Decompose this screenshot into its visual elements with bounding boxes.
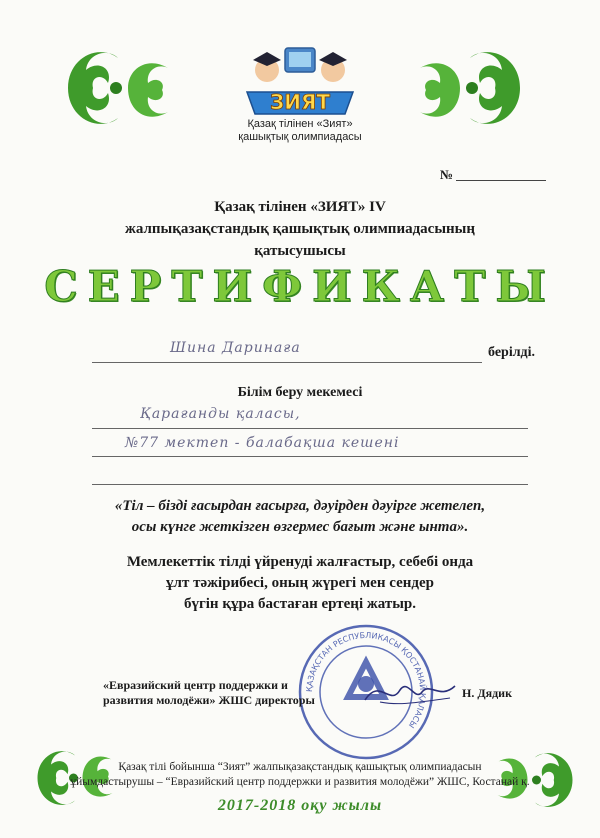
institution-label: Білім беру мекемесі: [237, 385, 363, 400]
number-line: [456, 170, 546, 181]
certificate-title: СЕРТИФИКАТЫ: [44, 262, 556, 311]
institution-line-1: [92, 428, 528, 429]
logo-word: ЗИЯТ: [270, 90, 330, 114]
quote: [0, 496, 600, 538]
director-signature: [360, 672, 460, 712]
top-left-ornament: [58, 38, 178, 138]
certificate-number: [440, 167, 546, 183]
institution-line-3: [92, 484, 528, 485]
number-label: №: [440, 167, 454, 182]
motto-paragraph: [0, 552, 600, 615]
stamp-text: ҚАЗАҚСТАН РЕСПУБЛИКАСЫ ҚОСТАНАЙ ҚАЛАСЫ: [304, 630, 428, 730]
logo-caption-line2: қашықтық олимпиадасы: [238, 131, 362, 143]
institution-line1: Қарағанды қаласы,: [140, 406, 301, 422]
quote-line2: осы күнге жеткізген өзгермес бағыт және ынта».: [131, 519, 469, 535]
intro-line2: жалпықазақстандық қашықтық олимпиадасының: [124, 221, 476, 237]
para-line2: ұлт тәжірибесі, оның жүрегі мен сендер: [166, 575, 434, 591]
academic-year: 2017-2018 оқу жылы: [217, 797, 383, 814]
intro-line1: Қазақ тілінен «ЗИЯТ» IV: [214, 199, 386, 215]
footer: [0, 760, 600, 790]
para-line3: бүгін құра бастаған ертеңі жатыр.: [183, 596, 417, 612]
org-line1: «Евразийский центр поддержки и: [103, 678, 288, 692]
director-name: Н. Дядик: [462, 686, 512, 700]
logo-caption: [230, 118, 370, 144]
recipient-line: [92, 362, 482, 363]
organization: [103, 678, 315, 708]
institution-line2: №77 мектеп - балабақша кешені: [125, 435, 400, 451]
para-line1: Мемлекеттік тілді үйренуді жалғастыр, себебі онда: [126, 554, 474, 570]
quote-line1: «Тіл – бізді ғасырдан ғасырға, дәуірден дәуірге жетелеп,: [114, 498, 486, 514]
intro-line3: қатысушысы: [254, 243, 346, 259]
recipient-name: Шина Даринаға: [170, 340, 301, 356]
footer-line1: Қазақ тілі бойынша “Зият” жалпықазақстандық қашықтық олимпиадасын: [118, 761, 482, 773]
org-line2: развития молодёжи» ЖШС директоры: [103, 693, 315, 707]
institution-line-2: [92, 456, 528, 457]
footer-line2: ұйымдастырушы – “Евразийский центр поддержки и развития молодёжи” ЖШС, Костанай қ.: [70, 776, 530, 788]
logo-caption-line1: Қазақ тілінен «Зият»: [247, 118, 353, 130]
intro-text: [0, 196, 600, 262]
given-label: берілді.: [488, 345, 536, 360]
olympiad-logo: [245, 40, 355, 118]
top-right-ornament: [410, 38, 530, 138]
